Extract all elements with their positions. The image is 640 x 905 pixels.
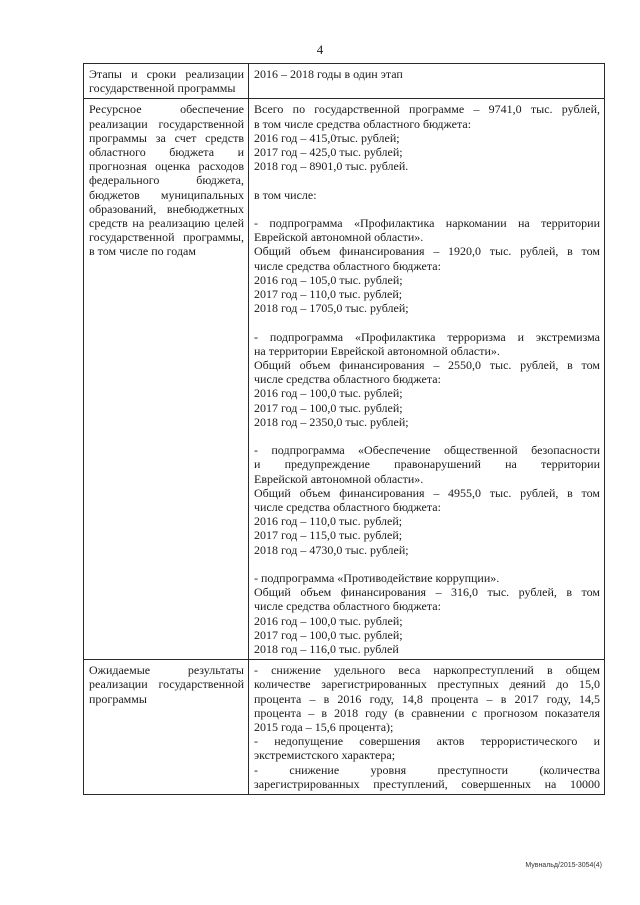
subprogram-1-2016: 2016 год – 105,0 тыс. рублей; xyxy=(254,272,403,287)
document-code-footer: Мувнальд/2015-3054(4) xyxy=(525,862,602,869)
stages-label: Этапы и сроки реализации государственной программы xyxy=(89,67,244,96)
spacer xyxy=(254,315,600,329)
subprogram-3-total-line-1: Общий объем финансирования – 4955,0 тыс. рублей, в том xyxy=(254,485,600,500)
results-value-cell xyxy=(249,660,605,795)
result-1-line-1: - снижение удельного веса наркопреступлений в общем xyxy=(254,663,600,678)
subprogram-3-title-line-2: и предупреждение правонарушений на территории xyxy=(254,457,600,472)
program-passport-table xyxy=(83,63,605,795)
resources-value-cell xyxy=(249,99,605,660)
resources-intro-line-1: Всего по государственной программе – 9741,0 тыс. рублей, xyxy=(254,102,600,117)
resources-label-cell xyxy=(84,99,249,660)
result-1-line-3: процента – в 2016 году, 14,8 процента – в 2017 году, 14,5 xyxy=(254,691,600,706)
result-1-line-5: 2015 года – 15,6 процента); xyxy=(254,720,394,735)
subprogram-4-2016: 2016 год – 100,0 тыс. рублей; xyxy=(254,613,403,628)
subprogram-1-2018: 2018 год – 1705,0 тыс. рублей; xyxy=(254,301,409,316)
subprogram-1-title-line-2: Еврейской автономной области». xyxy=(254,230,424,245)
stages-value-cell xyxy=(249,64,605,99)
subprogram-4-2018: 2018 год – 116,0 тыс. рублей xyxy=(254,642,399,657)
table-row-stages xyxy=(84,64,605,99)
subprogram-2-total-line-2: числе средства областного бюджета: xyxy=(254,372,441,387)
subprogram-3-2017: 2017 год – 115,0 тыс. рублей; xyxy=(254,528,403,543)
subprogram-2-title-line-2: на территории Еврейской автономной области». xyxy=(254,343,500,358)
result-2-line-2: экстремистского характера; xyxy=(254,748,396,763)
result-1-line-2: количестве зарегистрированных преступных деяний до 15,0 xyxy=(254,677,600,692)
subprogram-3-2018: 2018 год – 4730,0 тыс. рублей; xyxy=(254,542,409,557)
subprogram-1-total-line-1: Общий объем финансирования – 1920,0 тыс. рублей, в том xyxy=(254,244,600,259)
subprogram-2-2017: 2017 год – 100,0 тыс. рублей; xyxy=(254,400,403,415)
spacer xyxy=(254,429,600,443)
subprogram-3-2016: 2016 год – 110,0 тыс. рублей; xyxy=(254,514,403,529)
spacer xyxy=(254,173,600,187)
subprogram-4-total-line-2: числе средства областного бюджета: xyxy=(254,599,441,614)
result-3-line-2: зарегистрированных преступлений, совершенных на 10000 xyxy=(254,776,600,791)
subprogram-4-total-line-1: Общий объем финансирования – 316,0 тыс. рублей, в том xyxy=(254,585,600,600)
table-row-results xyxy=(84,660,605,795)
results-label: Ожидаемые результаты реализации государственной программы xyxy=(89,663,244,706)
stages-label-cell xyxy=(84,64,249,99)
total-2017: 2017 год – 425,0 тыс. рублей; xyxy=(254,145,403,160)
subprogram-1-title-line-1: - подпрограмма «Профилактика наркомании на территории xyxy=(254,216,600,230)
spacer xyxy=(254,557,600,571)
result-3-line-1: - снижение уровня преступности (количества xyxy=(254,762,600,777)
page-number: 4 xyxy=(316,42,324,57)
subprogram-3-total-line-2: числе средства областного бюджета: xyxy=(254,500,441,515)
subprogram-2-2016: 2016 год – 100,0 тыс. рублей; xyxy=(254,386,403,401)
result-2-line-1: - недопущение совершения актов террористического и xyxy=(254,734,600,749)
subprogram-1-2017: 2017 год – 110,0 тыс. рублей; xyxy=(254,287,403,302)
total-2016: 2016 год – 415,0тыс. рублей; xyxy=(254,130,400,145)
subprogram-4-2017: 2017 год – 100,0 тыс. рублей; xyxy=(254,627,403,642)
subprogram-2-title-line-1: - подпрограмма «Профилактика терроризма и экстремизма xyxy=(254,329,600,344)
subprogram-3-title-line-1: - подпрограмма «Обеспечение общественной безопасности xyxy=(254,443,600,458)
resources-label: Ресурсное обеспечение реализации государственной программы за счет средств областного бюджета и прогнозная оценка расходов федерального бюджета, бюджетов муниципальных образований, внебюджетных средств на реализацию целей государственной программы, в том числе по годам xyxy=(89,102,244,259)
resources-intro-line-2: в том числе средства областного бюджета: xyxy=(254,116,472,131)
result-1-line-4: процента – в 2018 году (в сравнении с прогнозом показателя xyxy=(254,705,600,720)
subprogram-1-total-line-2: числе средства областного бюджета: xyxy=(254,258,441,273)
subprogram-2-2018: 2018 год – 2350,0 тыс. рублей; xyxy=(254,414,409,429)
table-row-resources xyxy=(84,99,605,660)
spacer xyxy=(254,202,600,216)
subprogram-4-title: - подпрограмма «Противодействие коррупции». xyxy=(254,571,500,586)
including-label: в том числе: xyxy=(254,187,317,202)
subprogram-3-title-line-3: Еврейской автономной области». xyxy=(254,471,424,486)
subprogram-2-total-line-1: Общий объем финансирования – 2550,0 тыс. рублей, в том xyxy=(254,358,600,373)
total-2018: 2018 год – 8901,0 тыс. рублей. xyxy=(254,159,409,174)
stages-value: 2016 – 2018 годы в один этап xyxy=(254,67,403,81)
results-label-cell xyxy=(84,660,249,795)
